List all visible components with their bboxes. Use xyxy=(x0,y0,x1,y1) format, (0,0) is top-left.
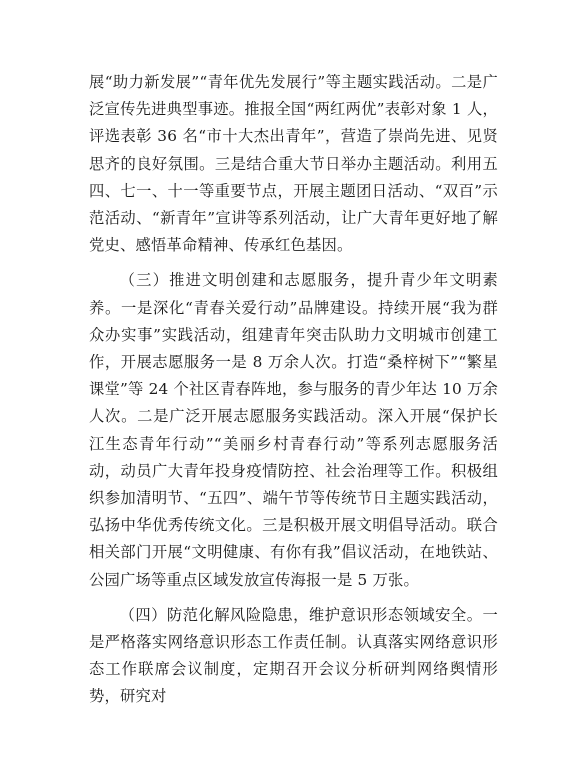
paragraph-section-four: （四）防范化解风险隐患，维护意识形态领域安全。一是严格落实网络意识形态工作责任制。认真落实网络意识形态工作联席会议制度，定期召开会议分析研判网络舆情形势，研究对 xyxy=(89,605,498,706)
document-page xyxy=(89,69,498,719)
paragraph-section-three: （三）推进文明创建和志愿服务，提升青少年文明素养。一是深化“青春关爱行动”品牌建设。持续开展“我为群众办实事”实践活动，组建青年突击队助力文明城市创建工作，开展志愿服务一是 8 万余人次。打造“桑梓树下”“繁星课堂”等 24 个社区青春阵地，参与服务的青少年达 10 万余人次。二是广泛开展志愿服务实践活动。深入开展“保护长江生态青年行动”“美丽乡村青春行动”等系列志愿服务活动，动员广大青年投身疫情防控、社会治理等工作。积极组织参加清明节、“五四”、端午节等传统节日主题实践活动，弘扬中华优秀传统文化。三是积极开展文明倡导活动。联合相关部门开展“文明健康、有你有我”倡议活动，在地铁站、公园广场等重点区域发放宣传海报一是 5 万张。 xyxy=(89,271,498,589)
paragraph-continuation: 展“助力新发展”“青年优先发展行”等主题实践活动。二是广泛宣传先进典型事迹。推报全国“两红两优”表彰对象 1 人，评选表彰 36 名“市十大杰出青年”，营造了崇尚先进、见贤思齐的良好氛围。三是结合重大节日举办主题活动。利用五四、七一、十一等重要节点，开展主题团日活动、“双百”示范活动、“新青年”宣讲等系列活动，让广大青年更好地了解党史、感悟革命精神、传承红色基因。 xyxy=(89,73,498,255)
